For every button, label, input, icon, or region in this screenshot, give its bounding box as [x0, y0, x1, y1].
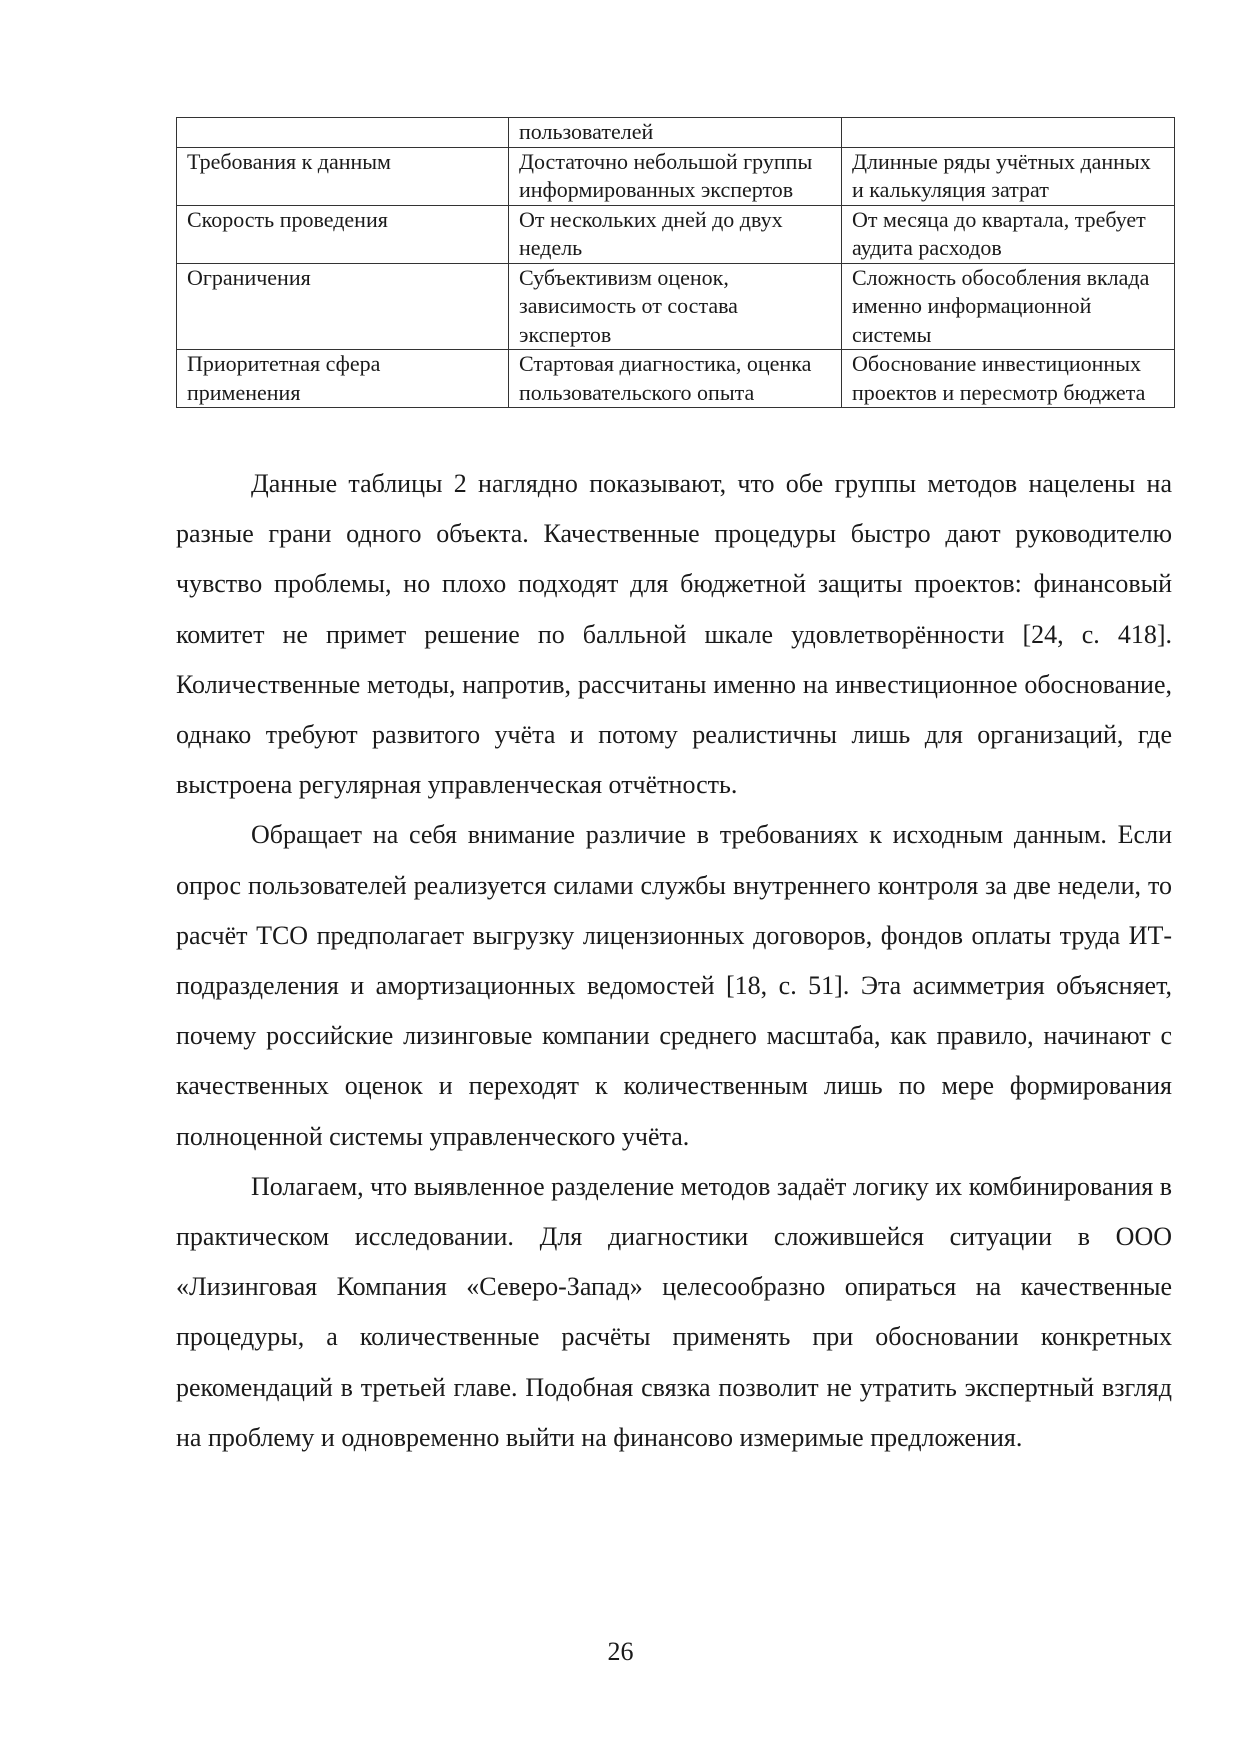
table-cell: Длинные ряды учётных данных и калькуляция затрат [842, 147, 1175, 205]
table-cell [177, 118, 509, 148]
table-cell: пользователей [509, 118, 842, 148]
comparison-table-continuation [176, 117, 1174, 408]
table-row [177, 147, 1175, 205]
table-cell: Ограничения [177, 263, 509, 350]
body-text [176, 459, 1172, 1463]
table-cell: От месяца до квартала, требует аудита расходов [842, 205, 1175, 263]
table-row [177, 205, 1175, 263]
table-cell: Требования к данным [177, 147, 509, 205]
table-cell: Обоснование инвестиционных проектов и пересмотр бюджета [842, 350, 1175, 408]
paragraph: Обращает на себя внимание различие в требованиях к исходным данным. Если опрос пользователей реализуется силами службы внутреннего контроля за две недели, то расчёт TCO предполагает выгрузку лицензионных договоров, фондов оплаты труда ИТ-подразделения и амортизационных ведомостей [18, с. 51]. Эта асимметрия объясняет, почему российские лизинговые компании среднего масштаба, как правило, начинают с качественных оценок и переходят к количественным лишь по мере формирования полноценной системы управленческого учёта. [176, 820, 1172, 1151]
paragraph: Данные таблицы 2 наглядно показывают, что обе группы методов нацелены на разные грани одного объекта. Качественные процедуры быстро дают руководителю чувство проблемы, но плохо подходят для бюджетной защиты проектов: финансовый комитет не примет решение по балльной шкале удовлетворённости [24, с. 418]. Количественные методы, напротив, рассчитаны именно на инвестиционное обоснование, однако требуют развитого учёта и потому реалистичны лишь для организаций, где выстроена регулярная управленческая отчётность. [176, 469, 1172, 800]
table-row [177, 350, 1175, 408]
table-row [177, 118, 1175, 148]
comparison-table [176, 117, 1175, 408]
paragraph: Полагаем, что выявленное разделение методов задаёт логику их комбинирования в практическом исследовании. Для диагностики сложившейся ситуации в ООО «Лизинговая Компания «Северо-Запад» целесообразно опираться на качественные процедуры, а количественные расчёты применять при обосновании конкретных рекомендаций в третьей главе. Подобная связка позволит не утратить экспертный взгляд на проблему и одновременно выйти на финансово измеримые предложения. [176, 1171, 1172, 1452]
table-cell: Стартовая диагностика, оценка пользовательского опыта [509, 350, 842, 408]
table-cell: От нескольких дней до двух недель [509, 205, 842, 263]
table-cell: Субъективизм оценок, зависимость от состава экспертов [509, 263, 842, 350]
table-cell: Достаточно небольшой группы информированных экспертов [509, 147, 842, 205]
table-cell: Сложность обособления вклада именно информационной системы [842, 263, 1175, 350]
table-cell: Скорость проведения [177, 205, 509, 263]
table-cell [842, 118, 1175, 148]
table-row [177, 263, 1175, 350]
table-cell: Приоритетная сфера применения [177, 350, 509, 408]
page-number: 26 [607, 1637, 634, 1666]
